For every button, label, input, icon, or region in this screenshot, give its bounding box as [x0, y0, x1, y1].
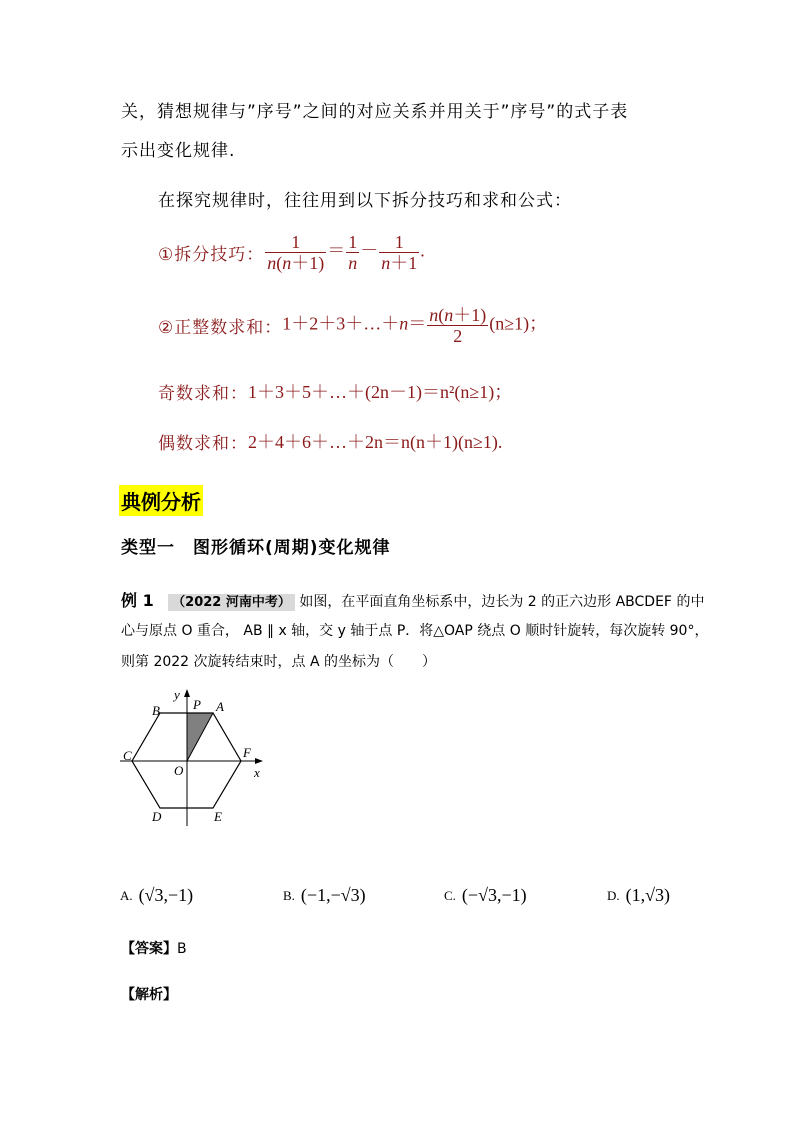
option-c-label: C.	[444, 887, 456, 903]
analysis-tag: 【解析】	[121, 987, 177, 1003]
intro-line-1: 关，猜想规律与”序号”之间的对应关系并用关于”序号”的式子表	[121, 102, 629, 122]
type-title: 类型一 图形循环(周期)变化规律	[121, 538, 391, 558]
formula-odd-sum	[158, 378, 512, 404]
option-c-value: (−√3,−1)	[461, 885, 527, 905]
label-y: y	[174, 687, 180, 702]
hexagon-figure	[110, 685, 280, 830]
x-axis-arrow	[255, 758, 263, 764]
formula-integer-sum-label: ②正整数求和：	[158, 318, 283, 338]
formula-odd-sum-expr: 1＋3＋5＋…＋(2n－1)＝n²(n≥1)；	[248, 382, 513, 402]
answer-tag: 【答案】	[121, 941, 177, 957]
label-d: D	[152, 809, 162, 824]
source-badge: （2022 河南中考）	[168, 594, 295, 611]
formula-even-sum-expr: 2＋4＋6＋…＋2n＝n(n＋1)(n≥1).	[248, 432, 503, 452]
formula-even-sum	[158, 428, 502, 454]
label-e: E	[214, 809, 222, 824]
example-text-3: 则第 2022 次旋转结束时，点 A 的坐标为（ ）	[121, 654, 437, 670]
formula-odd-sum-label: 奇数求和：	[158, 383, 248, 404]
formula-integer-sum: ②正整数求和： 1＋2＋3＋…＋n＝ $\frac{n(n+1)}{2}$ (n≥1)；	[158, 305, 548, 346]
label-x: x	[254, 765, 260, 780]
formula-even-sum-label: 偶数求和：	[158, 433, 248, 454]
example-line-1	[121, 588, 704, 611]
option-c[interactable]	[444, 885, 527, 906]
example-text-1: 如图，在平面直角坐标系中，边长为 2 的正六边形 ABCDEF 的中	[299, 594, 705, 610]
formula-integer-sum-expr: 1＋2＋3＋…＋	[282, 313, 400, 334]
intro-line-2: 示出变化规律.	[121, 141, 236, 161]
option-a[interactable]	[120, 885, 193, 906]
triangle-oap	[187, 713, 213, 761]
option-d-label: D.	[607, 887, 620, 903]
intro-line-3: 在探究规律时，往往用到以下拆分技巧和求和公式：	[158, 191, 572, 211]
label-a: A	[216, 699, 224, 714]
option-b-label: B.	[283, 887, 295, 903]
label-p: P	[193, 697, 201, 712]
label-c: C	[123, 748, 132, 763]
answer-line	[121, 938, 187, 958]
formula-split: ①拆分技巧： $\frac{1}{n(n+1)}$ ＝ $\frac{1}{n}$ － $\frac{1}{n+1}$ .	[158, 232, 425, 273]
y-axis-arrow	[184, 689, 190, 697]
formula-split-label: ①拆分技巧：	[158, 245, 265, 265]
option-d-value: (1,√3)	[625, 885, 671, 905]
option-a-label: A.	[120, 887, 133, 903]
option-b[interactable]	[283, 885, 366, 906]
label-b: B	[152, 703, 160, 718]
option-a-value: (√3,−1)	[138, 885, 194, 905]
label-f: F	[243, 745, 251, 760]
example-label: 例 1	[121, 591, 154, 610]
option-d[interactable]	[607, 885, 670, 906]
label-o: O	[174, 763, 184, 778]
example-text-2: 心与原点 O 重合， AB ∥ x 轴，交 y 轴于点 P．将△OAP 绕点 O 顺时针旋转，每次旋转 90°，	[121, 623, 709, 639]
formula-integer-sum-cond: (n≥1)；	[489, 313, 548, 334]
option-b-value: (−1,−√3)	[300, 885, 366, 905]
answer-value: B	[177, 941, 187, 957]
section-heading: 典例分析	[119, 485, 203, 516]
